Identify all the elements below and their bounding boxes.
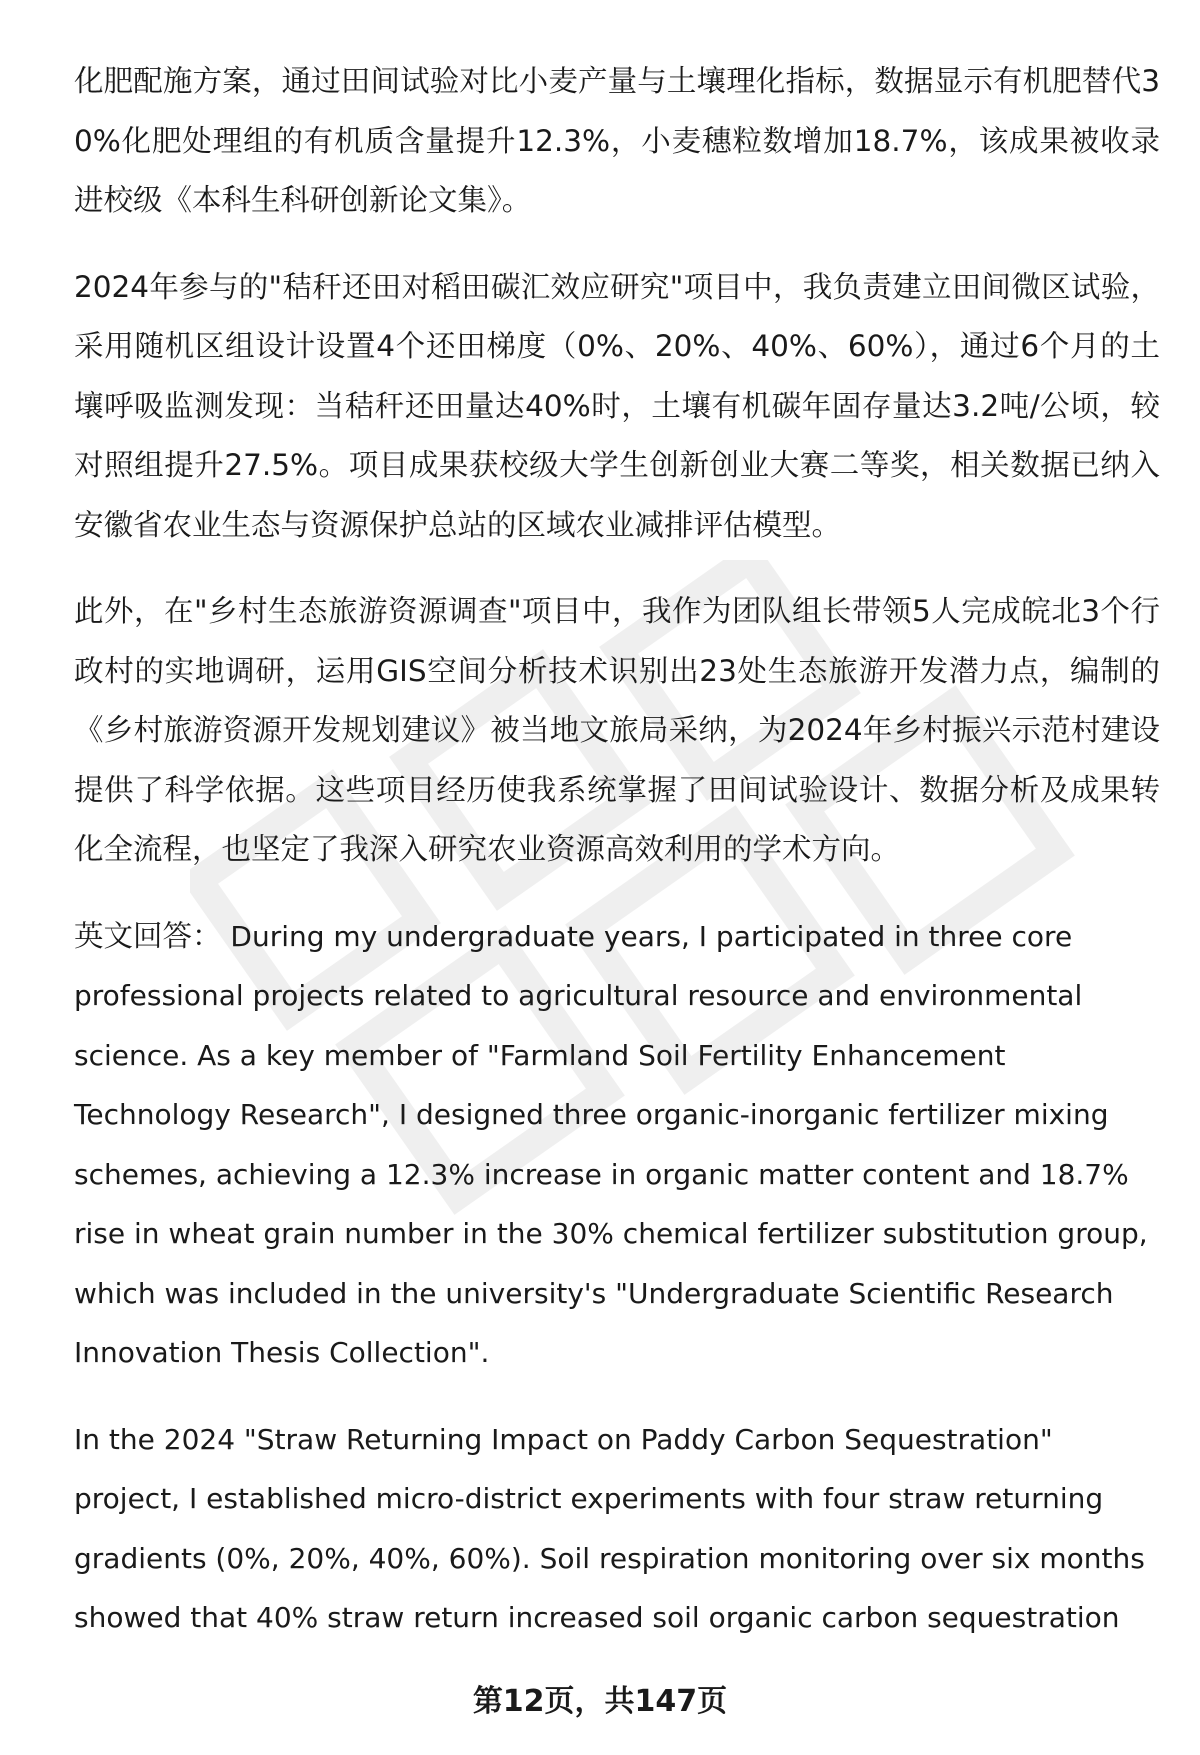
paragraph-fertilizer-project-continued: 化肥配施方案，通过田间试验对比小麦产量与土壤理化指标，数据显示有机肥替代30%化肥处理组的有机质含量提升12.3%，小麦穗粒数增加18.7%，该成果被收录进校级《本科生科研创新论文集》。 xyxy=(74,64,1160,217)
english-answer-label: 英文回答： xyxy=(74,918,222,953)
english-answer-text: During my undergraduate years, I participated in three core professional projects related to agricultural resource and environmental science. As a key member of "Farmland Soil Fertility Enhancement Technology Research", I designed three organic-inorganic fertilizer mixing schemes, achieving a 12.3% increase in organic matter content and 18.7% rise in wheat grain number in the 30% chemical fertilizer substitution group, which was included in the university's "Undergraduate Scientific Research Innovation Thesis Collection". xyxy=(74,919,1148,1369)
paragraph-english-answer xyxy=(74,907,1160,1383)
paragraph-ecotourism-project: 此外，在"乡村生态旅游资源调查"项目中，我作为团队组长带领5人完成皖北3个行政村的实地调研，运用GIS空间分析技术识别出23处生态旅游开发潜力点，编制的《乡村旅游资源开发规划建议》被当地文旅局采纳，为2024年乡村振兴示范村建设提供了科学依据。这些项目经历使我系统掌握了田间试验设计、数据分析及成果转化全流程，也坚定了我深入研究农业资源高效利用的学术方向。 xyxy=(74,594,1160,866)
paragraph-english-straw-project: In the 2024 "Straw Returning Impact on Paddy Carbon Sequestration" project, I established micro-district experiments with four straw returning gradients (0%, 20%, 40%, 60%). Soil respiration monitoring over six months showed that 40% straw return increased soil organic carbon sequestration xyxy=(74,1422,1145,1634)
page-number-footer: 第12页，共147页 xyxy=(472,1684,728,1719)
document-page xyxy=(74,52,1160,1675)
paragraph-straw-returning-project: 2024年参与的"秸秆还田对稻田碳汇效应研究"项目中，我负责建立田间微区试验，采用随机区组设计设置4个还田梯度（0%、20%、40%、60%），通过6个月的土壤呼吸监测发现：当秸秆还田量达40%时，土壤有机碳年固存量达3.2吨/公顷，较对照组提升27.5%。项目成果获校级大学生创新创业大赛二等奖，相关数据已纳入安徽省农业生态与资源保护总站的区域农业减排评估模型。 xyxy=(74,269,1160,542)
